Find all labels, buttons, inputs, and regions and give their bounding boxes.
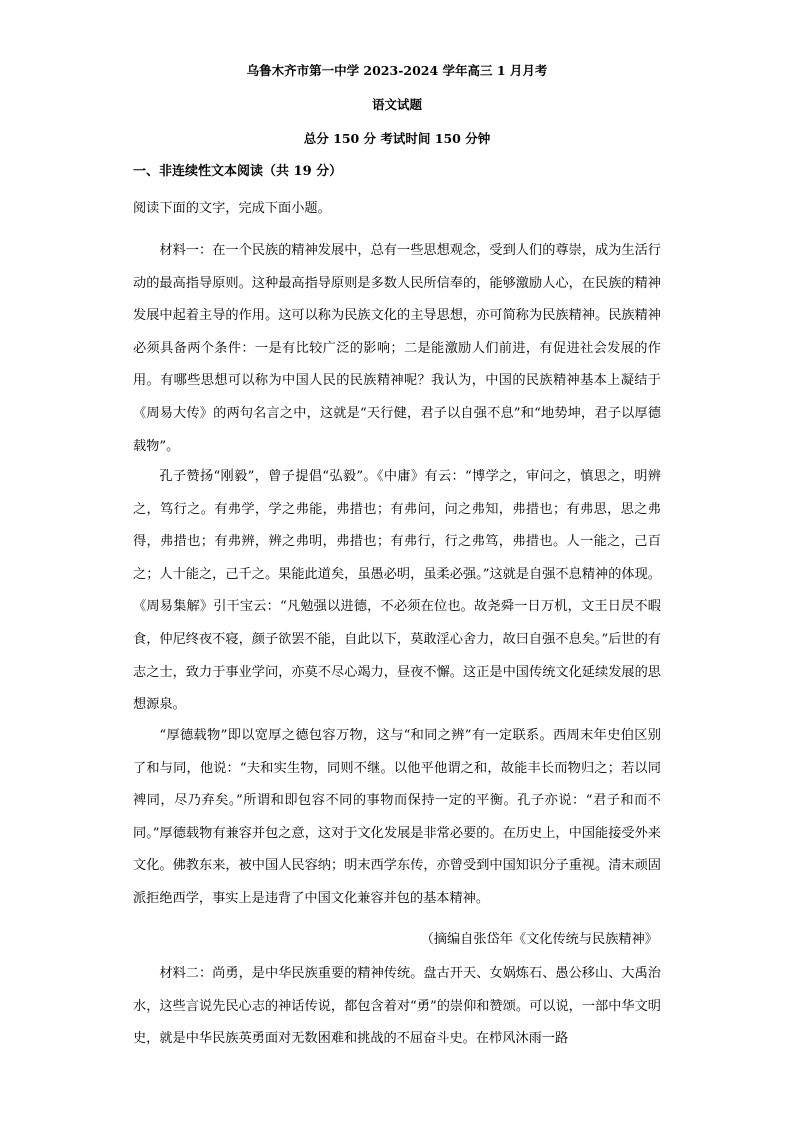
source-citation: （摘编自张岱年《文化传统与民族精神》: [420, 932, 658, 947]
subject-title: 语文试题: [371, 97, 422, 112]
score-time-line: 总分 150 分 考试时间 150 分钟: [303, 131, 491, 146]
section-heading: 一、非连续性文本阅读（共 19 分）: [133, 164, 343, 179]
material-two-paragraph: 材料二：尚勇，是中华民族重要的精神传统。盘古开天、女娲炼石、愚公移山、大禹治水，这些言说先民心志的神话传说，都包含着对“勇”的崇仰和赞颂。可以说，一部中华文明史，就是中华民族英勇面对无数困难和挑战的不屈奋斗史。在栉风沐雨一路: [133, 966, 661, 1047]
exam-title: 乌鲁木齐市第一中学 2023-2024 学年高三 1 月月考: [246, 63, 548, 78]
confucius-paragraph: 孔子赞扬“刚毅”，曾子提倡“弘毅”。《中庸》有云：“博学之，审问之，慎思之，明辨之，笃行之。有弗学，学之弗能，弗措也；有弗问，问之弗知，弗措也；有弗思，思之弗得，弗措也；有弗辨，辨之弗明，弗措也；有弗行，行之弗笃，弗措也。人一能之，己百之；人十能之，己千之。果能此道矣，虽愚必明，虽柔必强。”这就是自强不息精神的体现。《周易集解》引干宝云：“凡勉强以进德，不必须在位也。故尧舜一日万机，文王日昃不暇食，仲尼终夜不寝，颜子欲罢不能，自此以下，莫敢淫心舍力，故曰自强不息矣。”后世的有志之士，致力于事业学问，亦莫不尽心竭力，昼夜不懈。这正是中国传统文化延续发展的思想源泉。: [133, 469, 661, 713]
houde-zaiwu-paragraph: “厚德载物”即以宽厚之德包容万物，这与“和同之辨”有一定联系。西周末年史伯区别了和与同，他说：“夫和实生物，同则不继。以他平他谓之和，故能丰长而物归之；若以同裨同，尽乃弃矣。”所谓和即包容不同的事物而保持一定的平衡。孔子亦说：“君子和而不同。”厚德载物有兼容并包之意，这对于文化发展是非常必要的。在历史上，中国能接受外来文化。佛教东来，被中国人民容纳；明末西学东传，亦曾受到中国知识分子重视。清末顽固派拒绝西学，事实上是违背了中国文化兼容并包的基本精神。: [133, 728, 661, 906]
reading-instruction: 阅读下面的文字，完成下面小题。: [133, 201, 331, 216]
material-one-paragraph: 材料一：在一个民族的精神发展中，总有一些思想观念，受到人们的尊崇，成为生活行动的最高指导原则。这种最高指导原则是多数人民所信奉的，能够激励人心，在民族的精神发展中起着主导的作用。这可以称为民族文化的主导思想，亦可简称为民族精神。民族精神必须具备两个条件：一是有比较广泛的影响；二是能激励人们前进，有促进社会发展的作用。有哪些思想可以称为中国人民的民族精神呢？我认为，中国的民族精神基本上凝结于《周易大传》的两句名言之中，这就是“天行健，君子以自强不息”和“地势坤，君子以厚德载物”。: [133, 243, 661, 454]
